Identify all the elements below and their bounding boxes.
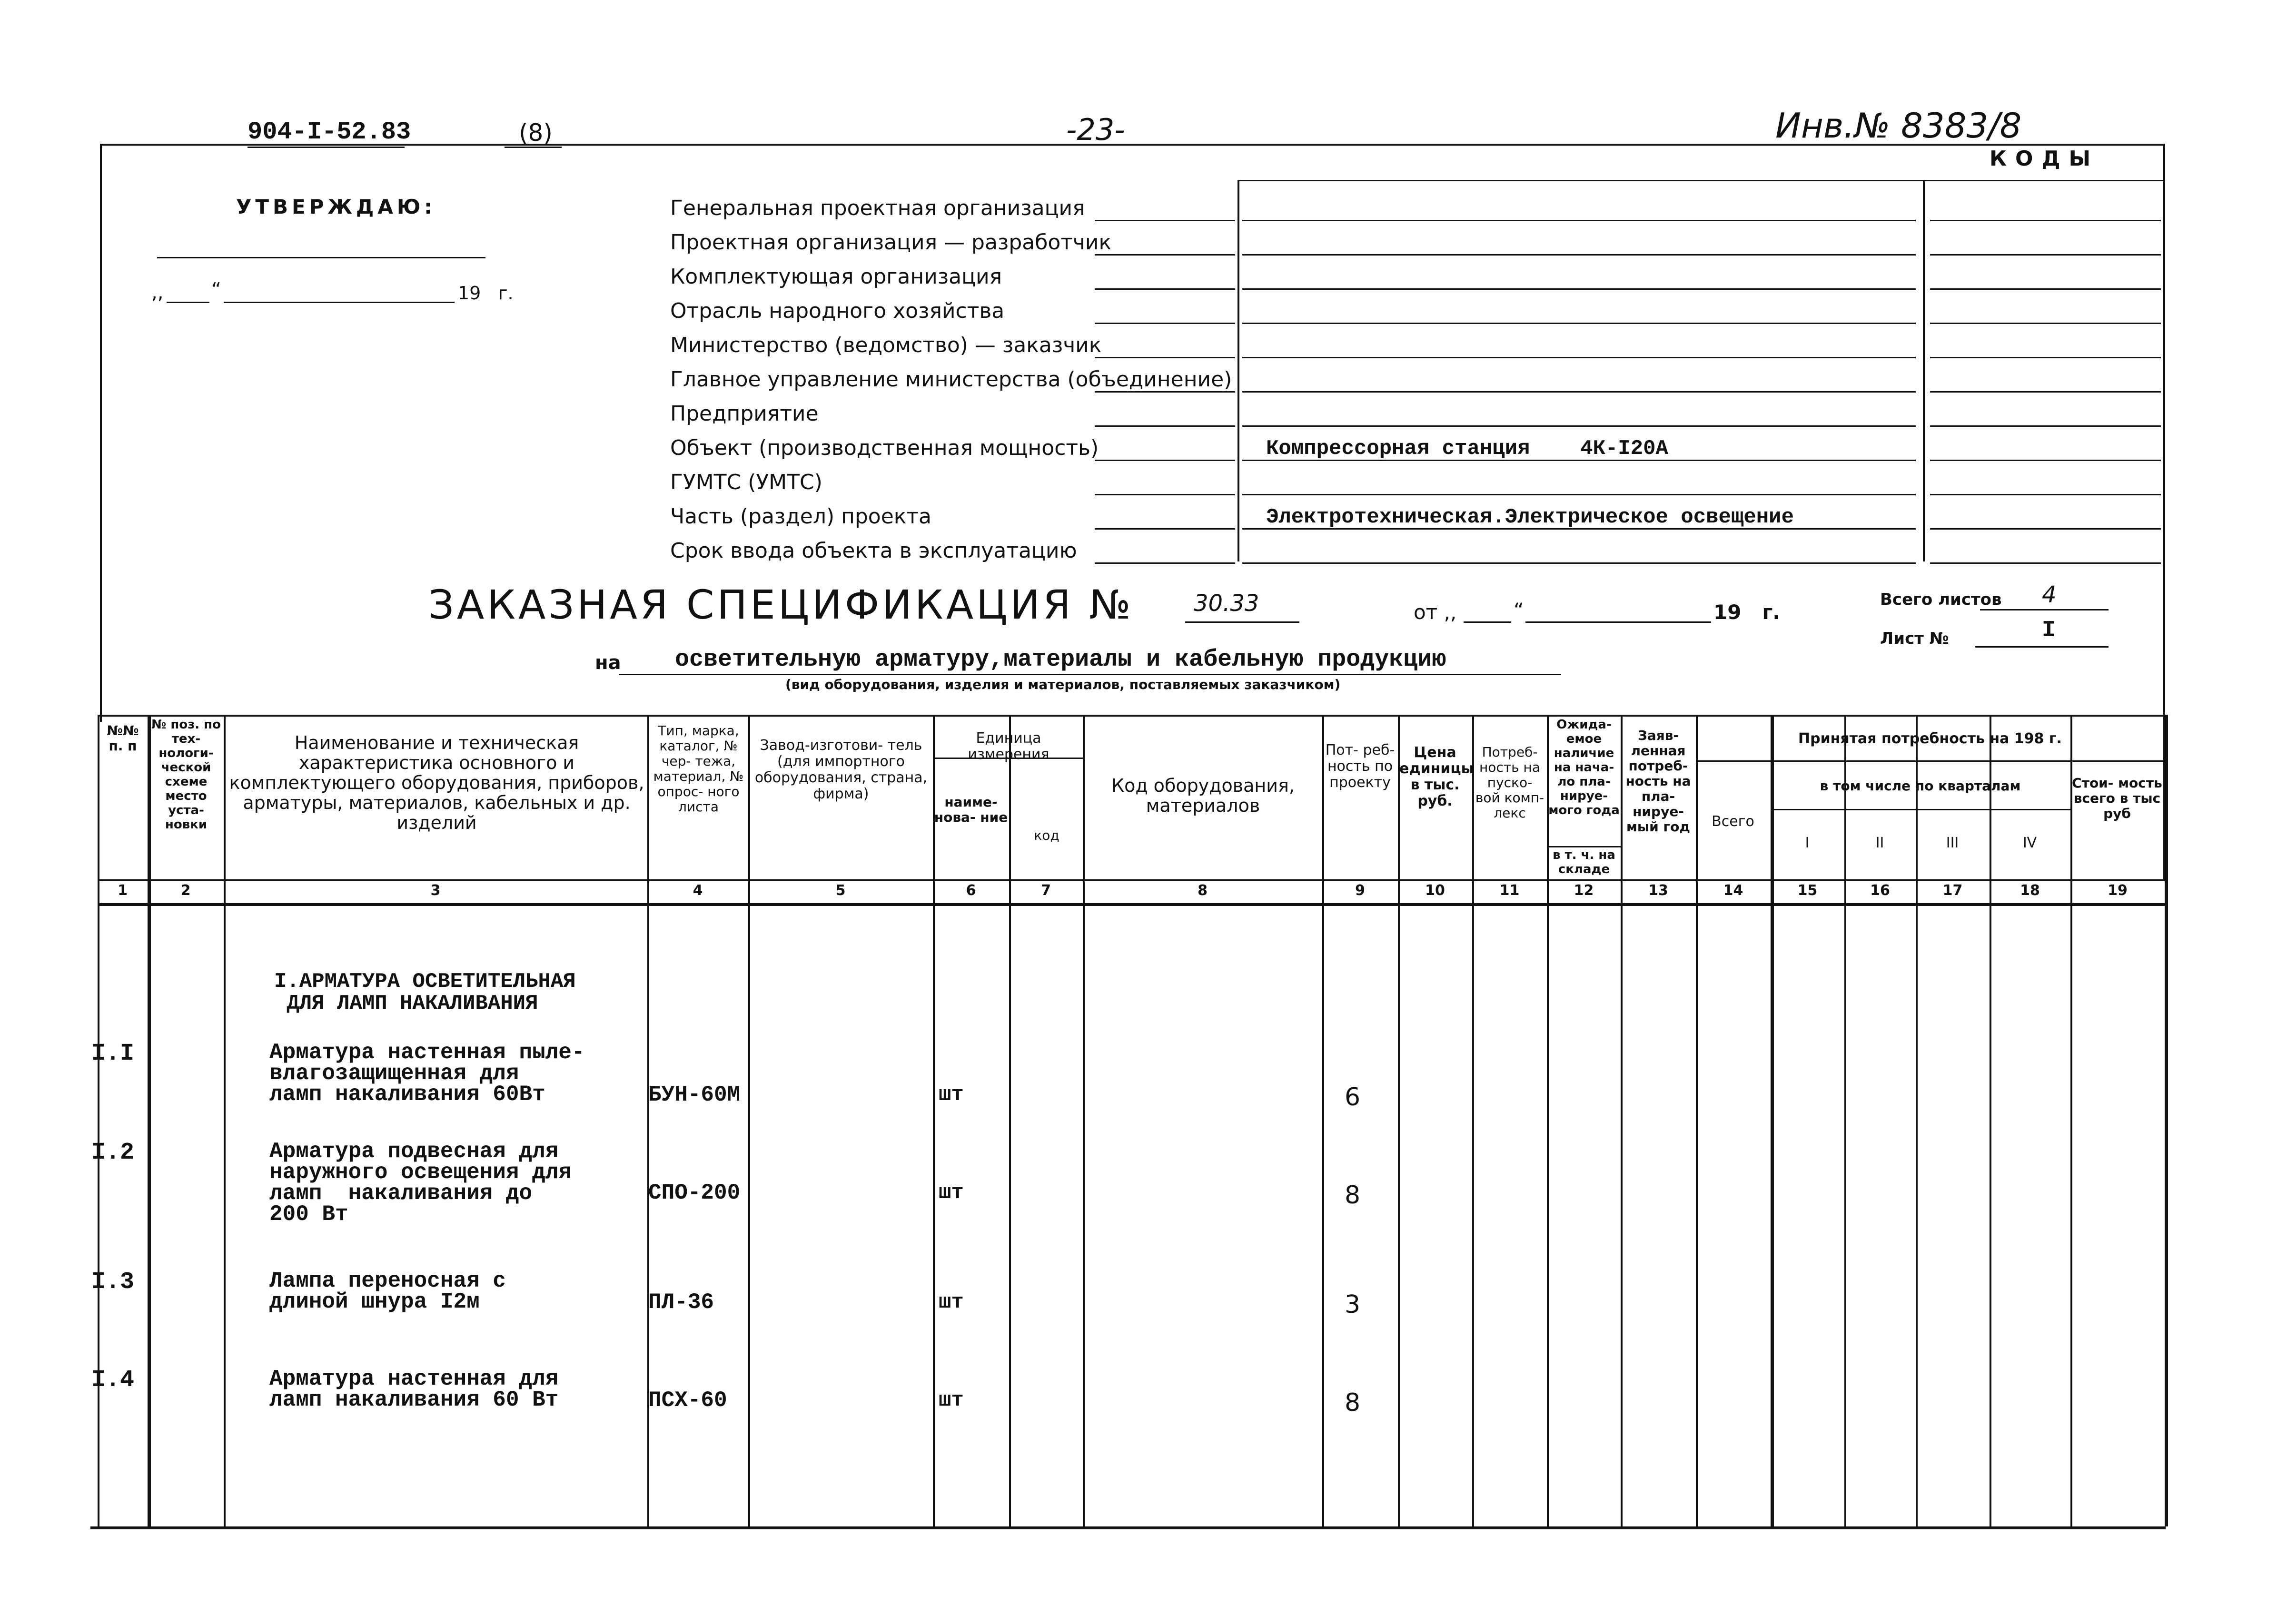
row-type: БУН-60М (648, 1083, 741, 1107)
row-quantity: 6 (1345, 1083, 1361, 1112)
column-number: 11 (1499, 882, 1520, 899)
org-field-label: Генеральная проектная организация (670, 196, 1085, 220)
sheet-value: I (2042, 618, 2056, 643)
row-number: I.2 (91, 1139, 135, 1166)
spec-subject-caption: (вид оборудования, изделия и материалов, поставляемых заказчиком) (785, 677, 1341, 692)
doc-part: (8) (519, 119, 553, 147)
stock-split-line (1547, 846, 1621, 847)
org-field-label-line (1095, 460, 1235, 461)
org-field-value-line (1242, 220, 1916, 221)
table-col-divider (1621, 715, 1623, 1526)
column-header-group_accepted: Принятая потребность на 198 г. (1798, 730, 2062, 747)
frame-top-line (100, 144, 2163, 146)
row-unit: шт (939, 1388, 964, 1412)
column-header-c2: № поз. по тех- нологи- ческой схеме место уста- новки (151, 718, 221, 832)
column-number: 14 (1723, 882, 1743, 899)
section-title: I.АРМАТУРА ОСВЕТИТЕЛЬНАЯ ДЛЯ ЛАМП НАКАЛИВАНИЯ (274, 970, 576, 1015)
table-col-divider (933, 715, 935, 1526)
table-col-divider (148, 715, 151, 1526)
row-quantity: 8 (1345, 1181, 1361, 1210)
row-item-name: Арматура настенная для ламп накаливания 60 Вт (269, 1367, 559, 1412)
column-header-c4: Тип, марка, каталог, № чер- тежа, материал, № опрос- ного листа (653, 723, 744, 815)
column-number: 3 (430, 882, 441, 899)
row-type: СПО-200 (648, 1181, 741, 1205)
org-field-value-line (1242, 562, 1916, 564)
table-col-divider (748, 715, 750, 1526)
org-field-label: Отрасль народного хозяйства (670, 299, 1005, 323)
codes-top-line (1238, 180, 2163, 181)
total-sheets-line (1980, 609, 2109, 610)
table-col-divider (2165, 715, 2168, 1526)
column-header-c1: №№ п. п (107, 723, 139, 754)
doc-code-underline (248, 147, 405, 148)
row-unit: шт (939, 1290, 964, 1314)
spec-from-quote: “ (1514, 599, 1524, 622)
column-number: 19 (2108, 882, 2128, 899)
org-field-label-line (1095, 562, 1235, 564)
row-quantity: 8 (1345, 1388, 1361, 1417)
column-header-c14: Всего (1712, 813, 1754, 830)
row-unit: шт (939, 1083, 964, 1107)
table-colnum-bottom-line (98, 903, 2165, 906)
row-type: ПЛ-36 (648, 1290, 714, 1315)
org-field-label-line (1095, 528, 1235, 530)
org-field-label-line (1095, 323, 1235, 324)
org-field-value-line (1242, 254, 1916, 256)
org-field-code-line (1930, 391, 2161, 393)
column-header-c16: II (1875, 835, 1884, 851)
column-header-c12b: в т. ч. на складе (1553, 848, 1615, 876)
org-field-label-line (1095, 425, 1235, 427)
spec-year: 19 г. (1713, 600, 1781, 624)
table-col-divider (1547, 715, 1549, 1526)
approval-date-quote-open: ,, (151, 282, 164, 304)
column-number: 6 (966, 882, 976, 899)
table-col-divider (1009, 715, 1011, 1526)
page-number: -23- (1066, 112, 1125, 147)
spec-title: ЗАКАЗНАЯ СПЕЦИФИКАЦИЯ № (428, 581, 1134, 628)
spec-from-day-line (1464, 621, 1511, 623)
org-field-label: Министерство (ведомство) — заказчик (670, 333, 1102, 357)
table-col-divider (1696, 715, 1698, 1526)
row-unit: шт (939, 1181, 964, 1205)
column-number: 13 (1648, 882, 1668, 899)
org-field-value: Компрессорная станция 4К-I20А (1266, 437, 1668, 461)
org-field-label: Объект (производственная мощность) (670, 436, 1099, 460)
row-item-name: Арматура подвесная для наружного освещения для ламп накаливания до 200 Вт (269, 1139, 572, 1227)
column-number: 18 (2020, 882, 2040, 899)
org-field-label: Проектная организация — разработчик (670, 230, 1112, 255)
table-bottom-line (90, 1526, 2166, 1529)
column-number: 4 (693, 882, 703, 899)
column-number: 5 (835, 882, 846, 899)
codes-label: КОДЫ (1990, 147, 2099, 171)
table-header-bottom-line (98, 879, 2165, 881)
row-number: I.4 (91, 1367, 135, 1394)
org-field-code-line (1930, 254, 2161, 256)
org-field-label: Комплектующая организация (670, 265, 1002, 289)
org-field-label: Срок ввода объекта в эксплуатацию (670, 539, 1077, 563)
column-header-c19: Стои- мость всего в тыс руб (2072, 775, 2162, 821)
org-field-label: Предприятие (670, 402, 819, 426)
sheet-line (1975, 646, 2109, 648)
spec-from-label: от ,, (1414, 600, 1457, 624)
column-header-c18: IV (2022, 835, 2037, 851)
org-field-code-line (1930, 357, 2161, 358)
doc-code: 904-I-52.83 (248, 118, 411, 146)
org-field-code-line (1930, 288, 2161, 290)
column-header-c6: наиме- нова- ние (934, 794, 1008, 825)
column-header-c13: Заяв- ленная потреб- ность на пла- нируе- мый год (1625, 728, 1691, 835)
column-header-c3: Наименование и техническая характеристика основного и комплектующего оборудования, приборов, арматуры, материалов, кабельных и др. изделий (229, 732, 644, 833)
org-field-value-line (1242, 425, 1916, 427)
org-field-label-line (1095, 288, 1235, 290)
org-field-code-line (1930, 494, 2161, 495)
sheet-label: Лист № (1880, 629, 1949, 648)
approval-year: 19 г. (458, 283, 514, 304)
org-field-value-line (1242, 494, 1916, 495)
column-header-c8: Код оборудования, материалов (1111, 775, 1295, 816)
approval-date-quote-close: “ (211, 279, 221, 301)
org-field-label: ГУМТС (УМТС) (670, 470, 822, 494)
doc-part-underline (505, 147, 562, 148)
column-header-c15: I (1805, 835, 1810, 851)
accepted-group-line (1696, 760, 2165, 762)
org-field-value-line (1242, 323, 1916, 324)
column-header-c11: Потреб- ность на пуско- вой комп- лекс (1475, 744, 1544, 821)
column-header-c7: код (1034, 827, 1059, 843)
org-field-code-line (1930, 460, 2161, 461)
column-number: 7 (1041, 882, 1051, 899)
org-field-code-line (1930, 425, 2161, 427)
quarters-group-line (1771, 809, 2070, 810)
org-field-label: Главное управление министерства (объединение) (670, 367, 1232, 392)
spec-subject: осветительную арматуру,материалы и кабельную продукцию (675, 646, 1446, 673)
table-col-divider (1398, 715, 1400, 1526)
table-col-divider (98, 715, 99, 1526)
spec-number-line (1185, 621, 1299, 623)
row-quantity: 3 (1345, 1290, 1361, 1319)
spec-number: 30.33 (1194, 590, 1259, 617)
table-col-divider (1472, 715, 1474, 1526)
table-col-divider (224, 715, 226, 1526)
approval-day-line (167, 302, 209, 303)
org-field-code-line (1930, 323, 2161, 324)
column-number: 1 (118, 882, 128, 899)
org-field-code-line (1930, 528, 2161, 530)
column-number: 17 (1942, 882, 1963, 899)
column-number: 9 (1355, 882, 1365, 899)
approval-label: УТВЕРЖДАЮ: (236, 195, 436, 218)
codes-divider (1923, 181, 1925, 561)
column-number: 10 (1425, 882, 1445, 899)
column-header-c6_7_group: Единица измерения (968, 730, 1049, 763)
column-header-c12: Ожида- емое наличие на нача- ло пла- нируе- мого года (1548, 718, 1620, 817)
org-field-label-line (1095, 220, 1235, 221)
org-field-value-line (1242, 357, 1916, 358)
org-field-value-line (1242, 288, 1916, 290)
column-number: 12 (1574, 882, 1594, 899)
subject-on-label: на (595, 652, 621, 674)
column-number: 2 (180, 882, 191, 899)
org-field-label-line (1095, 357, 1235, 358)
table-col-divider (1083, 715, 1085, 1526)
spec-subject-line (619, 674, 1561, 675)
row-item-name: Арматура настенная пыле- влагозащищенная для ламп накаливания 60Вт (269, 1040, 585, 1107)
org-field-label-line (1095, 494, 1235, 495)
table-top-line (98, 715, 2165, 717)
total-sheets-value: 4 (2042, 581, 2057, 608)
org-field-label-line (1095, 254, 1235, 256)
table-col-divider (1322, 715, 1324, 1526)
org-field-value-line (1242, 391, 1916, 393)
approval-month-line (224, 302, 455, 303)
spec-from-month-line (1525, 621, 1711, 623)
org-values-divider (1238, 181, 1239, 561)
column-header-c17: III (1946, 835, 1959, 851)
row-number: I.I (91, 1040, 135, 1067)
column-header-group_quarters: в том числе по кварталам (1820, 778, 2021, 794)
row-number: I.3 (91, 1269, 135, 1296)
org-field-label-line (1095, 391, 1235, 393)
column-header-c10: Цена единицы в тыс. руб. (1399, 744, 1474, 809)
row-item-name: Лампа переносная с длиной шнура I2м (269, 1269, 506, 1314)
org-field-label: Часть (раздел) проекта (670, 504, 931, 529)
column-number: 15 (1797, 882, 1818, 899)
org-field-value: Электротехническая.Электрическое освещение (1266, 505, 1794, 529)
total-sheets-label: Всего листов (1880, 590, 2002, 609)
frame-left-top (100, 144, 102, 722)
approval-signature-line (157, 257, 485, 258)
inventory-number: Инв.№ 8383/8 (1775, 106, 2022, 146)
org-field-code-line (1930, 562, 2161, 564)
column-number: 8 (1198, 882, 1208, 899)
column-header-c5: Завод-изготови- тель (для импортного оборудования, страна, фирма) (754, 737, 928, 802)
row-type: ПСХ-60 (648, 1388, 727, 1413)
column-number: 16 (1870, 882, 1890, 899)
column-header-c9: Пот- реб- ность по проекту (1325, 742, 1395, 791)
org-field-code-line (1930, 220, 2161, 221)
table-col-divider (2070, 715, 2072, 1526)
